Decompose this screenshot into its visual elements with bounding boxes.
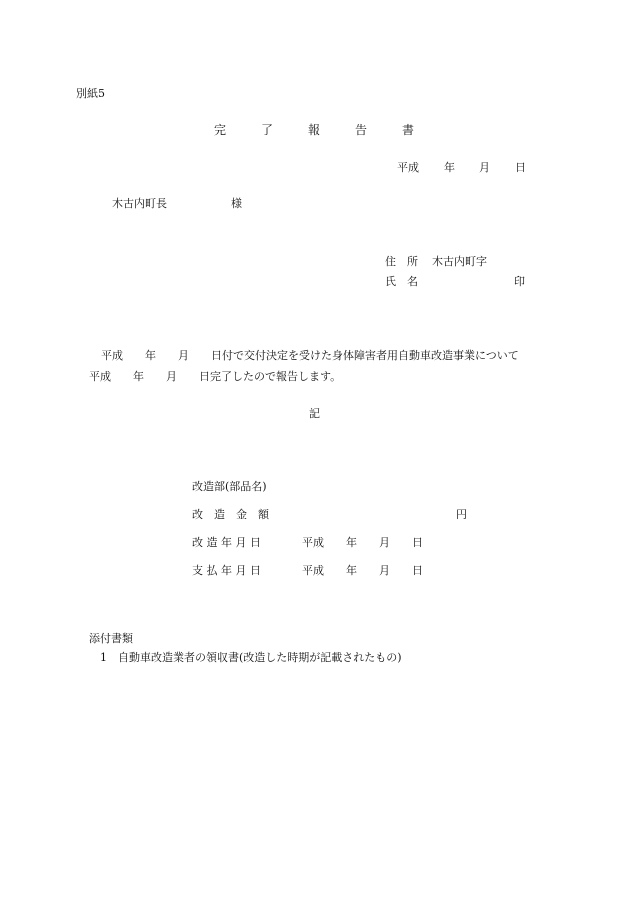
date-era: 平成 xyxy=(397,161,419,174)
title-char: 告 xyxy=(355,123,368,137)
title-char: 了 xyxy=(261,123,274,137)
body-line-2: 平成 年 月 日完了したので報告します。 xyxy=(89,370,342,383)
document-title xyxy=(0,124,630,138)
attachment-number: 別紙5 xyxy=(76,87,105,100)
address-value: 木古内町字 xyxy=(432,255,487,268)
date-month: 月 xyxy=(479,161,490,174)
seal-mark: 印 xyxy=(514,275,525,288)
amount-label: 改 造 金 額 xyxy=(192,508,269,521)
report-date xyxy=(0,162,630,176)
addressee-honorific: 様 xyxy=(231,197,242,210)
attachment-item-1: 1 自動車改造業者の領収書(改造した時期が記載されたもの) xyxy=(100,651,402,664)
modification-date-label: 改 造 年 月 日 xyxy=(192,536,261,549)
part-label: 改造部(部品名) xyxy=(192,480,267,493)
address-label: 住 所 xyxy=(385,255,418,268)
addressee-name: 木古内町長 xyxy=(112,197,167,210)
ki-heading: 記 xyxy=(309,407,320,420)
title-char: 報 xyxy=(308,123,321,137)
payment-date-label: 支 払 年 月 日 xyxy=(192,564,261,577)
date-day: 日 xyxy=(515,161,526,174)
amount-unit: 円 xyxy=(456,508,467,521)
attachments-heading: 添付書類 xyxy=(89,632,133,645)
title-char: 書 xyxy=(402,123,415,137)
modification-date-value: 平成 年 月 日 xyxy=(302,536,423,549)
title-char: 完 xyxy=(214,123,227,137)
date-year: 年 xyxy=(444,161,455,174)
body-line-1: 平成 年 月 日付で交付決定を受けた身体障害者用自動車改造事業について xyxy=(101,349,519,362)
payment-date-value: 平成 年 月 日 xyxy=(302,564,423,577)
name-label: 氏 名 xyxy=(385,275,418,288)
